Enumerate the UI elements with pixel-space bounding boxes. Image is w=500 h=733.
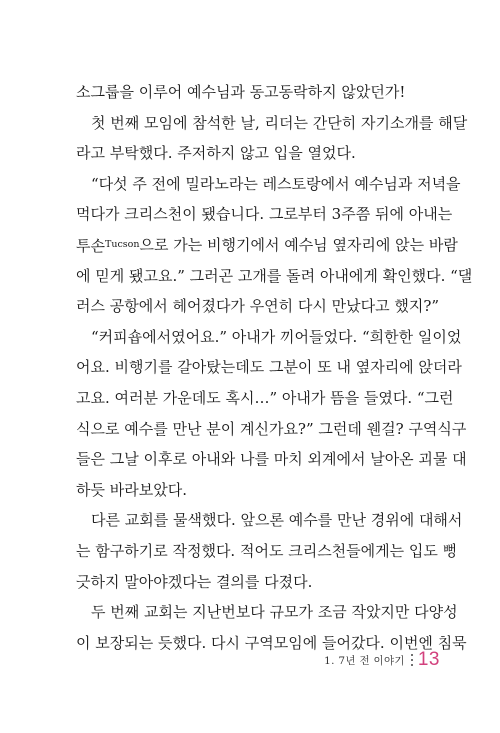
text-content: 먹다가 크리스천이 됐습니다. 그로부터 3주쯤 뒤에 아내는 [76,205,453,224]
text-content: “커피숍에서였어요.” 아내가 끼어들었다. “희한한 일이었 [91,327,462,346]
latin-gloss: Tucson [104,238,140,250]
page-number: 13 [417,649,440,670]
text-line [76,444,467,475]
text-line [76,567,428,598]
text-content: 들은 그날 이후로 아내와 나를 마치 외계에서 날아온 괴물 대 [76,450,467,469]
text-line [76,169,461,200]
text-line [76,138,428,169]
text-line [76,383,454,414]
page-footer [324,649,440,671]
text-content: 하듯 바라보았다. [76,480,187,499]
text-content: 고요. 여러분 가운데도 혹시…” 아내가 뜸을 들였다. “그런 [76,388,454,407]
footer-separator [411,654,413,666]
text-content: 두 번째 교회는 지난번보다 규모가 조금 작았지만 다양성 [91,603,458,622]
text-line [76,505,463,536]
text-content: 러스 공항에서 헤어졌다가 우연히 다시 만났다고 했지?” [76,297,440,316]
text-content: 식으로 예수를 만난 분이 계신가요?” 그런데 웬걸? 구역식구 [76,419,467,438]
text-content: 이 보장되는 듯했다. 다시 구역모임에 들어갔다. 이번엔 침묵 [76,633,467,652]
text-content: 긋하지 말아야겠다는 결의를 다졌다. [76,572,313,591]
text-line [76,230,458,261]
text-line [76,77,428,108]
text-line [76,261,473,292]
text-content: 에 믿게 됐고요.” 그러곤 고개를 돌려 아내에게 확인했다. “댈 [76,266,473,285]
text-content: 다른 교회를 물색했다. 앞으론 예수를 만난 경위에 대해서 [91,511,463,530]
text-line [76,108,468,139]
text-content: 는 함구하기로 작정했다. 적어도 크리스천들에게는 입도 뻥 [76,541,458,560]
text-content: 어요. 비행기를 갈아탔는데도 그분이 또 내 옆자리에 앉더라 [76,358,462,377]
body-text [76,77,473,658]
chapter-title: 1. 7년 전 이야기 [324,654,405,667]
text-line [76,414,467,445]
text-content: “다섯 주 전에 밀라노라는 레스토랑에서 예수님과 저녁을 [91,174,461,193]
text-line [76,199,453,230]
text-segment: 투손 [76,236,105,255]
text-line [76,475,428,506]
text-content: 첫 번째 모임에 참석한 날, 리더는 간단히 자기소개를 해달 [91,113,468,132]
text-line [76,536,458,567]
text-line [76,291,440,322]
text-line [76,352,462,383]
text-content: 라고 부탁했다. 주저하지 않고 입을 열었다. [76,144,356,163]
text-segment: 으로 가는 비행기에서 예수님 옆자리에 앉는 바람 [139,235,458,254]
text-line [76,322,462,353]
text-content: 소그룹을 이루어 예수님과 동고동락하지 않았던가! [76,83,406,101]
text-line [76,597,458,628]
